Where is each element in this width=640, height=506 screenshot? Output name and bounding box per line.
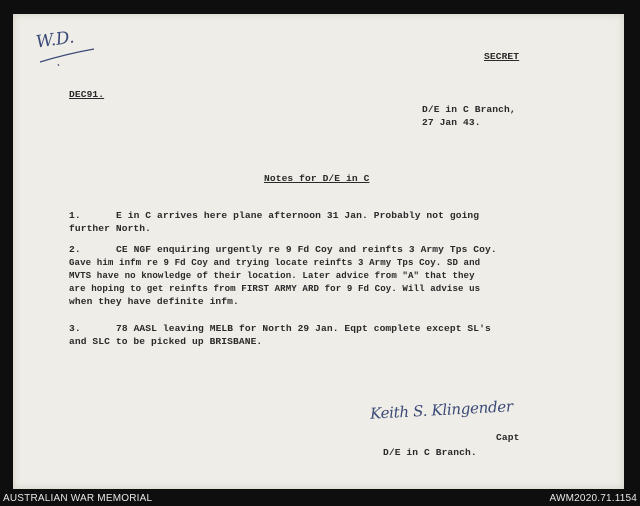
addressee-line-1: D/E in C Branch,	[422, 104, 516, 115]
paragraph-3-line-2: and SLC to be picked up BRISBANE.	[69, 336, 263, 347]
paragraph-2-line-3: MVTS have no knowledge of their location. Later advice from "A" that they	[69, 270, 475, 281]
classification-label: SECRET	[484, 51, 520, 62]
signature: Keith S. Klingender	[369, 397, 514, 423]
paragraph-3-number: 3.	[69, 323, 81, 334]
paragraph-2-line-1: CE NGF enquiring urgently re 9 Fd Coy and reinfts 3 Army Tps Coy.	[116, 244, 497, 255]
paragraph-1-number: 1.	[69, 210, 81, 221]
paragraph-2-line-2: Gave him infm re 9 Fd Coy and trying locate reinfts 3 Army Tps Coy. SD and	[69, 257, 481, 268]
paragraph-2-line-5: when they have definite infm.	[69, 296, 239, 307]
signature-block: D/E in C Branch.	[383, 447, 477, 458]
document-title: Notes for D/E in C	[264, 173, 370, 184]
paragraph-3-line-1: 78 AASL leaving MELB for North 29 Jan. Eqpt complete except SL's	[116, 323, 491, 334]
addressee-line-2: 27 Jan 43.	[422, 117, 481, 128]
paragraph-1-line-1: E in C arrives here plane afternoon 31 Jan. Probably not going	[116, 210, 480, 221]
annotation-underline	[38, 46, 98, 66]
paragraph-2-number: 2.	[69, 244, 81, 255]
paragraph-1-line-2: further North.	[69, 223, 152, 234]
paragraph-2-line-4: are hoping to get reinfts from FIRST ARMY ARD for 9 Fd Coy. Will advise us	[69, 283, 481, 294]
footer-institution: AUSTRALIAN WAR MEMORIAL	[3, 493, 153, 504]
footer-item-id: AWM2020.71.1154	[549, 493, 637, 504]
signatory-rank: Capt	[496, 432, 520, 443]
handwritten-annotation: W.D.	[34, 27, 76, 53]
reference-number: DEC91.	[69, 89, 105, 100]
